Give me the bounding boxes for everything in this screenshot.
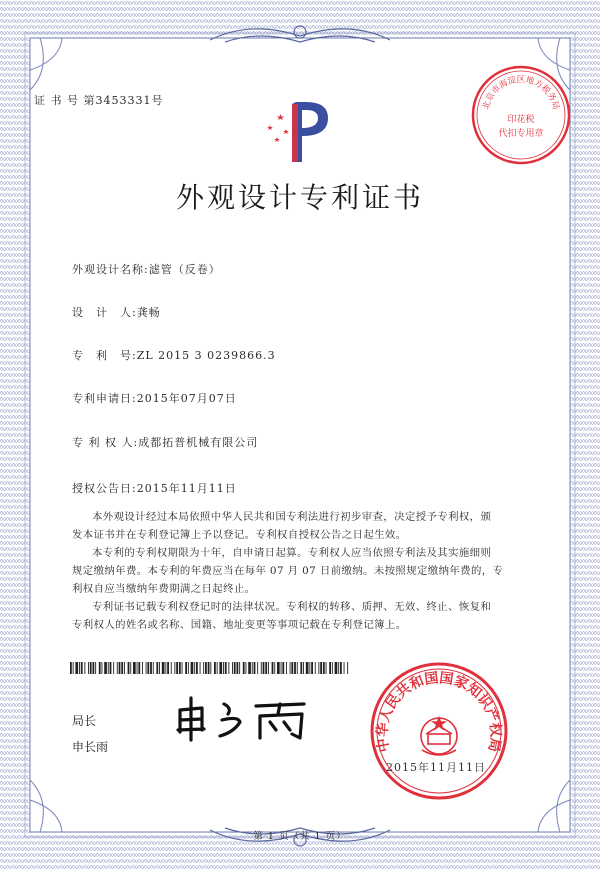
body-paragraph-3-line-1: 专利证书记载专利权登记时的法律状况。专利权的转移、质押、无效、终止、恢复和 xyxy=(92,601,492,613)
field-designer-label: 设 计 人: xyxy=(72,306,137,319)
barcode-bar xyxy=(246,662,247,674)
barcode-bar xyxy=(286,662,287,674)
field-patent-number xyxy=(72,347,276,363)
body-paragraph-2-line-2: 规定缴纳年费。本专利的年费应当在每年 07 月 07 日前缴纳。未按照规定缴纳年费的，专 xyxy=(72,565,504,577)
barcode-bar xyxy=(234,662,236,674)
barcode-bar xyxy=(261,662,262,674)
barcode-bar xyxy=(300,662,302,674)
barcode-bar xyxy=(138,662,140,674)
barcode-bar xyxy=(214,662,216,674)
barcode-bar xyxy=(243,662,245,674)
field-patent-number-label: 专 利 号: xyxy=(72,349,137,362)
signature-role: 局长 xyxy=(72,714,97,728)
barcode-bar xyxy=(113,662,114,674)
seal-outer-text: 中华人民共和国国家知识产权局 xyxy=(374,670,504,754)
barcode-bar xyxy=(90,662,92,674)
field-grant-date-label: 授权公告日: xyxy=(72,482,137,495)
barcode-bar xyxy=(73,662,74,674)
barcode-bar xyxy=(188,662,189,674)
barcode-bar xyxy=(257,662,258,674)
body-paragraph-3-line-2: 专利权人的姓名或名称、国籍、地址变更等事项记载在专利登记簿上。 xyxy=(72,619,407,631)
barcode-bar xyxy=(153,662,154,674)
barcode-bar xyxy=(217,662,218,674)
field-patent-number-value: ZL 2015 3 0239866.3 xyxy=(136,349,276,362)
barcode-bar xyxy=(146,662,147,674)
barcode-bar xyxy=(277,662,280,674)
barcode-bar xyxy=(347,662,348,674)
barcode-bar xyxy=(306,662,309,674)
field-application-date-label: 专利申请日: xyxy=(72,392,137,405)
barcode-bar xyxy=(99,662,101,674)
barcode-bar xyxy=(326,662,327,674)
barcode-bar xyxy=(315,662,316,674)
barcode-bar xyxy=(93,662,95,674)
barcode-bar xyxy=(291,662,293,674)
national-emblem-icon xyxy=(421,718,457,755)
barcode-bar xyxy=(237,662,239,674)
certificate-number: 证 书 号 第3453331号 xyxy=(34,94,164,107)
barcode-bar xyxy=(228,662,229,674)
barcode-bar xyxy=(335,662,338,674)
barcode-bar xyxy=(121,662,123,674)
barcode-bar xyxy=(263,662,265,674)
barcode-bar xyxy=(70,662,72,674)
barcode-bar xyxy=(323,662,325,674)
barcode-bar xyxy=(303,662,304,674)
patent-office-seal xyxy=(368,660,510,802)
barcode-bar xyxy=(81,662,83,674)
certificate-title: 外观设计专利证书 xyxy=(175,181,424,214)
barcode-bar xyxy=(171,662,172,674)
barcode-bar xyxy=(282,662,284,674)
field-designer-value: 龚畅 xyxy=(136,306,161,319)
barcode-bar xyxy=(162,662,165,674)
body-paragraph-1-line-1: 本外观设计经过本局依照中华人民共和国专利法进行初步审查，决定授予专利权，颁 xyxy=(92,511,492,523)
barcode-bar xyxy=(344,662,345,674)
field-patentee-value: 成都拓普机械有限公司 xyxy=(138,436,259,449)
barcode-bar xyxy=(196,662,198,674)
barcode-bar xyxy=(309,662,310,674)
barcode-bar xyxy=(265,662,267,674)
barcode-bar xyxy=(200,662,201,674)
barcode-bar xyxy=(185,662,187,674)
signature-printed-name: 申长雨 xyxy=(72,740,109,754)
barcode-bar xyxy=(340,662,342,674)
barcode-bar xyxy=(225,662,227,674)
barcode-bar xyxy=(108,662,109,674)
barcode-bar xyxy=(223,662,224,674)
barcode-bar xyxy=(142,662,143,674)
barcode xyxy=(70,662,350,674)
barcode-bar xyxy=(150,662,152,674)
barcode-bar xyxy=(248,662,251,674)
barcode-bar xyxy=(294,662,296,674)
field-designer xyxy=(72,304,161,320)
barcode-bar xyxy=(332,662,333,674)
barcode-bar xyxy=(102,662,103,674)
body-paragraph-2-line-3: 利权自应当缴纳年费期满之日起终止。 xyxy=(72,583,256,595)
barcode-bar xyxy=(176,662,178,674)
field-grant-date xyxy=(72,480,237,496)
barcode-bar xyxy=(281,662,282,674)
field-design-name-value: 滤管（反卷） xyxy=(148,263,221,276)
barcode-bar xyxy=(167,662,169,674)
tax-stamp-seal xyxy=(468,62,574,168)
body-paragraph-2-line-1: 本专利的专利权期限为十年，自申请日起算。专利权人应当依照专利法及其实施细则 xyxy=(92,547,492,559)
barcode-bar xyxy=(232,662,233,674)
field-application-date-value: 2015年07月07日 xyxy=(136,392,237,405)
barcode-bar xyxy=(210,662,211,674)
page-number: 第 1 页（共 1 页） xyxy=(253,831,347,842)
barcode-bar xyxy=(182,662,183,674)
barcode-bar xyxy=(79,662,80,674)
barcode-bar xyxy=(297,662,298,674)
field-application-date xyxy=(72,390,237,406)
barcode-bar xyxy=(274,662,275,674)
barcode-bar xyxy=(239,662,240,674)
field-design-name xyxy=(72,261,221,277)
handwritten-signature xyxy=(172,692,322,744)
barcode-bar xyxy=(119,662,121,674)
barcode-bar xyxy=(84,662,85,674)
barcode-bar xyxy=(156,662,158,674)
svg-text:北京市海淀区地方税务局 xyxy=(480,74,560,111)
barcode-bar xyxy=(117,662,118,674)
barcode-bar xyxy=(128,662,130,674)
barcode-bar xyxy=(179,662,181,674)
barcode-bar xyxy=(329,662,331,674)
barcode-bar xyxy=(320,662,322,674)
barcode-bar xyxy=(203,662,204,674)
barcode-bar xyxy=(159,662,160,674)
barcode-bar xyxy=(205,662,207,674)
barcode-bar xyxy=(165,662,166,674)
barcode-bar xyxy=(75,662,78,674)
patent-office-logo xyxy=(262,96,342,166)
barcode-bar xyxy=(254,662,256,674)
barcode-bar xyxy=(133,662,136,674)
seal-date: 2015年11月11日 xyxy=(386,761,486,774)
barcode-bar xyxy=(208,662,210,674)
barcode-bar xyxy=(147,662,149,674)
barcode-bar xyxy=(311,662,313,674)
field-grant-date-value: 2015年11月11日 xyxy=(136,482,237,495)
barcode-bar xyxy=(104,662,107,674)
barcode-bar xyxy=(272,662,274,674)
tax-stamp-inner-text-2: 代扣专用章 xyxy=(498,129,544,139)
barcode-bar xyxy=(137,662,138,674)
barcode-bar xyxy=(110,662,112,674)
barcode-bar xyxy=(95,662,96,674)
barcode-bar xyxy=(124,662,125,674)
field-patentee xyxy=(72,434,258,450)
barcode-bar xyxy=(318,662,319,674)
barcode-bar xyxy=(88,662,89,674)
barcode-bar xyxy=(194,662,195,674)
barcode-bar xyxy=(174,662,175,674)
field-design-name-label: 外观设计名称: xyxy=(72,263,149,276)
barcode-bar xyxy=(268,662,269,674)
barcode-bar xyxy=(191,662,194,674)
barcode-bar xyxy=(130,662,131,674)
barcode-bar xyxy=(219,662,222,674)
field-patentee-label: 专 利 权 人: xyxy=(72,436,139,449)
tax-stamp-outer-text: 北京市海淀区地方税务局 xyxy=(481,75,561,111)
tax-stamp-inner-text-1: 印花税 xyxy=(507,115,535,125)
barcode-bar xyxy=(338,662,339,674)
body-paragraph-1-line-2: 发本证书并在专利登记簿上予以登记。专利权自授权公告之日起生效。 xyxy=(72,529,407,541)
barcode-bar xyxy=(252,662,253,674)
barcode-bar xyxy=(290,662,291,674)
